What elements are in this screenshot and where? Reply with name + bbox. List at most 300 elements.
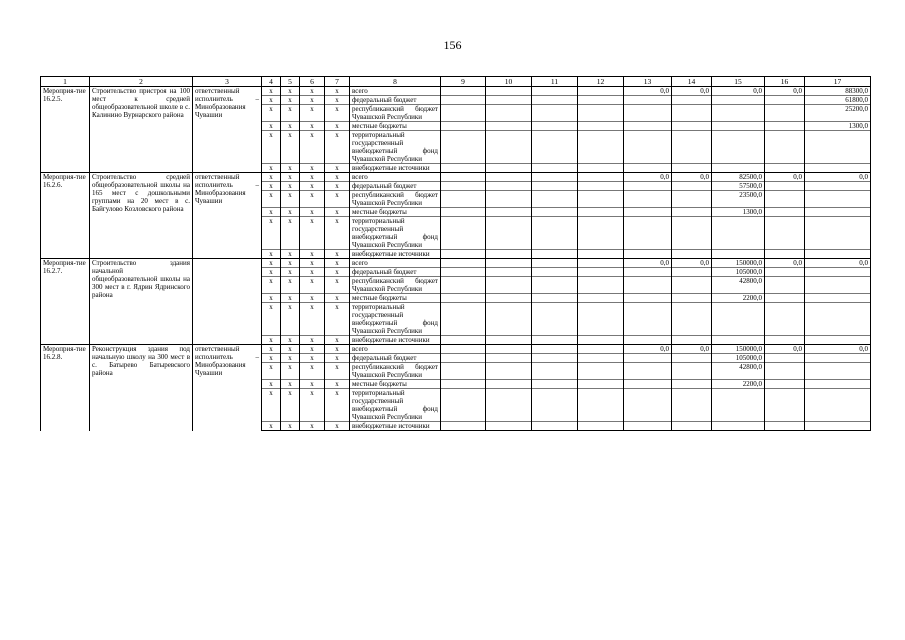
amount-c17: 1300,0 — [805, 122, 871, 131]
measure-number: Мероприя-тие 16.2.7. — [41, 259, 90, 345]
code-cell: x — [281, 105, 300, 122]
code-cell: x — [325, 131, 350, 164]
amount-c15 — [712, 389, 765, 422]
funding-source: территориальный государственный внебюджетный фонд Чувашской Республики — [350, 131, 441, 164]
header-cell: 3 — [193, 77, 262, 87]
code-cell: x — [300, 380, 325, 389]
empty-cell — [441, 259, 486, 268]
amount-c17 — [805, 250, 871, 259]
empty-cell — [486, 122, 532, 131]
page-number: 156 — [443, 38, 462, 52]
empty-cell — [578, 217, 624, 250]
amount-c14 — [672, 268, 712, 277]
empty-cell — [578, 131, 624, 164]
empty-cell — [441, 268, 486, 277]
amount-c15 — [712, 217, 765, 250]
header-cell: 7 — [325, 77, 350, 87]
empty-cell — [532, 208, 578, 217]
code-cell: x — [262, 131, 281, 164]
code-cell: x — [300, 422, 325, 431]
code-cell: x — [300, 250, 325, 259]
amount-c13 — [624, 422, 672, 431]
amount-c16 — [765, 268, 805, 277]
code-cell: x — [281, 422, 300, 431]
empty-cell — [441, 182, 486, 191]
amount-c15 — [712, 105, 765, 122]
empty-cell — [578, 277, 624, 294]
empty-cell — [578, 336, 624, 345]
code-cell: x — [300, 182, 325, 191]
code-cell: x — [262, 191, 281, 208]
code-cell: x — [325, 303, 350, 336]
code-cell: x — [300, 363, 325, 380]
code-cell: x — [281, 208, 300, 217]
amount-c16 — [765, 105, 805, 122]
header-cell: 12 — [578, 77, 624, 87]
empty-cell — [532, 182, 578, 191]
empty-cell — [486, 422, 532, 431]
code-cell: x — [262, 105, 281, 122]
code-cell: x — [262, 122, 281, 131]
empty-cell — [532, 294, 578, 303]
amount-c17 — [805, 354, 871, 363]
amount-c13 — [624, 131, 672, 164]
amount-c15 — [712, 422, 765, 431]
empty-cell — [441, 173, 486, 182]
code-cell: x — [325, 96, 350, 105]
code-cell: x — [281, 191, 300, 208]
funding-source: республиканский бюджет Чувашской Республики — [350, 277, 441, 294]
amount-c17 — [805, 217, 871, 250]
funding-source: внебюджетные источники — [350, 422, 441, 431]
amount-c14: 0,0 — [672, 345, 712, 354]
empty-cell — [532, 268, 578, 277]
code-cell: x — [325, 191, 350, 208]
amount-c14 — [672, 422, 712, 431]
empty-cell — [441, 380, 486, 389]
header-cell: 16 — [765, 77, 805, 87]
amount-c16 — [765, 389, 805, 422]
measure-number: Мероприя-тие 16.2.5. — [41, 87, 90, 173]
budget-table — [40, 76, 871, 431]
funding-source: внебюджетные источники — [350, 164, 441, 173]
amount-c14 — [672, 217, 712, 250]
empty-cell — [532, 303, 578, 336]
code-cell: x — [300, 217, 325, 250]
empty-cell — [441, 345, 486, 354]
header-cell: 8 — [350, 77, 441, 87]
empty-cell — [486, 345, 532, 354]
empty-cell — [578, 87, 624, 96]
empty-cell — [578, 122, 624, 131]
funding-source: территориальный государственный внебюджетный фонд Чувашской Республики — [350, 217, 441, 250]
amount-c13: 0,0 — [624, 259, 672, 268]
empty-cell — [578, 96, 624, 105]
empty-cell — [441, 208, 486, 217]
measure-number: Мероприя-тие 16.2.6. — [41, 173, 90, 259]
empty-cell — [532, 389, 578, 422]
amount-c17 — [805, 303, 871, 336]
amount-c15 — [712, 250, 765, 259]
funding-source: территориальный государственный внебюджетный фонд Чувашской Республики — [350, 389, 441, 422]
empty-cell — [441, 164, 486, 173]
amount-c15: 2200,0 — [712, 294, 765, 303]
code-cell: x — [262, 294, 281, 303]
amount-c17: 0,0 — [805, 173, 871, 182]
funding-source: всего — [350, 87, 441, 96]
code-cell: x — [281, 363, 300, 380]
amount-c14 — [672, 105, 712, 122]
amount-c15 — [712, 303, 765, 336]
code-cell: x — [262, 87, 281, 96]
empty-cell — [578, 182, 624, 191]
amount-c16 — [765, 354, 805, 363]
funding-source: республиканский бюджет Чувашской Республики — [350, 191, 441, 208]
code-cell: x — [281, 131, 300, 164]
empty-cell — [486, 380, 532, 389]
empty-cell — [578, 354, 624, 363]
amount-c14 — [672, 164, 712, 173]
empty-cell — [532, 363, 578, 380]
code-cell: x — [281, 354, 300, 363]
amount-c13 — [624, 303, 672, 336]
amount-c14 — [672, 294, 712, 303]
amount-c15 — [712, 122, 765, 131]
empty-cell — [532, 87, 578, 96]
empty-cell — [532, 173, 578, 182]
code-cell: x — [300, 122, 325, 131]
amount-c15: 105000,0 — [712, 268, 765, 277]
funding-source: территориальный государственный внебюджетный фонд Чувашской Республики — [350, 303, 441, 336]
amount-c17: 0,0 — [805, 259, 871, 268]
amount-c14 — [672, 303, 712, 336]
measure-name: Строительство здания начальной общеобразовательной школы на 300 мест в г. Ядрин Ядринского района — [90, 259, 193, 345]
code-cell: x — [262, 422, 281, 431]
amount-c17 — [805, 131, 871, 164]
empty-cell — [486, 96, 532, 105]
amount-c16 — [765, 422, 805, 431]
code-cell: x — [300, 303, 325, 336]
measure-executor — [193, 259, 262, 345]
empty-cell — [441, 294, 486, 303]
amount-c14 — [672, 96, 712, 105]
amount-c16: 0,0 — [765, 259, 805, 268]
table-row — [41, 259, 871, 268]
code-cell: x — [281, 182, 300, 191]
header-cell: 4 — [262, 77, 281, 87]
funding-source: внебюджетные источники — [350, 250, 441, 259]
code-cell: x — [325, 105, 350, 122]
empty-cell — [578, 294, 624, 303]
amount-c17 — [805, 422, 871, 431]
code-cell: x — [262, 303, 281, 336]
code-cell: x — [300, 336, 325, 345]
amount-c14 — [672, 131, 712, 164]
code-cell: x — [262, 389, 281, 422]
funding-source: местные бюджеты — [350, 122, 441, 131]
amount-c17 — [805, 277, 871, 294]
funding-source: федеральный бюджет — [350, 354, 441, 363]
empty-cell — [532, 250, 578, 259]
measure-executor: ответственный исполнитель – Минобразования Чувашии — [193, 345, 262, 431]
code-cell: x — [325, 87, 350, 96]
amount-c15: 0,0 — [712, 87, 765, 96]
empty-cell — [578, 259, 624, 268]
empty-cell — [578, 208, 624, 217]
empty-cell — [486, 250, 532, 259]
funding-source: внебюджетные источники — [350, 336, 441, 345]
empty-cell — [532, 105, 578, 122]
code-cell: x — [262, 173, 281, 182]
empty-cell — [486, 294, 532, 303]
amount-c13 — [624, 363, 672, 380]
measure-name: Строительство средней общеобразовательной школы на 165 мест с дошкольными группами на 20 мест в с. Байгулово Козловского района — [90, 173, 193, 259]
amount-c13 — [624, 294, 672, 303]
code-cell: x — [262, 250, 281, 259]
empty-cell — [532, 131, 578, 164]
amount-c17 — [805, 191, 871, 208]
amount-c14 — [672, 277, 712, 294]
amount-c13 — [624, 182, 672, 191]
code-cell: x — [325, 294, 350, 303]
empty-cell — [578, 345, 624, 354]
code-cell: x — [300, 105, 325, 122]
empty-cell — [532, 259, 578, 268]
code-cell: x — [325, 336, 350, 345]
code-cell: x — [300, 277, 325, 294]
header-cell: 13 — [624, 77, 672, 87]
empty-cell — [441, 122, 486, 131]
empty-cell — [486, 303, 532, 336]
code-cell: x — [281, 389, 300, 422]
amount-c13 — [624, 96, 672, 105]
amount-c15: 1300,0 — [712, 208, 765, 217]
empty-cell — [486, 277, 532, 294]
amount-c17: 25200,0 — [805, 105, 871, 122]
code-cell: x — [281, 96, 300, 105]
empty-cell — [578, 303, 624, 336]
code-cell: x — [281, 87, 300, 96]
code-cell: x — [281, 164, 300, 173]
amount-c15: 150000,0 — [712, 259, 765, 268]
amount-c14 — [672, 208, 712, 217]
amount-c15: 23500,0 — [712, 191, 765, 208]
amount-c15: 42800,0 — [712, 277, 765, 294]
empty-cell — [532, 277, 578, 294]
empty-cell — [441, 422, 486, 431]
code-cell: x — [281, 294, 300, 303]
empty-cell — [532, 336, 578, 345]
measure-name: Строительство пристроя на 100 мест к средней общеобразовательной школе в с. Калинино Вурнарского района — [90, 87, 193, 173]
amount-c13: 0,0 — [624, 173, 672, 182]
code-cell: x — [281, 303, 300, 336]
empty-cell — [578, 250, 624, 259]
amount-c16 — [765, 182, 805, 191]
header-cell: 9 — [441, 77, 486, 87]
table-row — [41, 87, 871, 96]
code-cell: x — [325, 345, 350, 354]
code-cell: x — [262, 345, 281, 354]
measure-executor: ответственный исполнитель – Минобразования Чувашии — [193, 173, 262, 259]
amount-c13 — [624, 389, 672, 422]
funding-source: местные бюджеты — [350, 208, 441, 217]
amount-c16 — [765, 294, 805, 303]
amount-c15: 42800,0 — [712, 363, 765, 380]
code-cell: x — [325, 217, 350, 250]
amount-c15 — [712, 336, 765, 345]
code-cell: x — [300, 259, 325, 268]
code-cell: x — [300, 191, 325, 208]
empty-cell — [441, 191, 486, 208]
empty-cell — [441, 389, 486, 422]
code-cell: x — [262, 259, 281, 268]
measure-name: Реконструкция здания под начальную школу на 300 мест в с. Батырево Батыревского района — [90, 345, 193, 431]
code-cell: x — [300, 96, 325, 105]
code-cell: x — [300, 87, 325, 96]
amount-c16: 0,0 — [765, 173, 805, 182]
empty-cell — [486, 208, 532, 217]
amount-c17: 0,0 — [805, 345, 871, 354]
amount-c13 — [624, 380, 672, 389]
amount-c15: 105000,0 — [712, 354, 765, 363]
empty-cell — [441, 250, 486, 259]
empty-cell — [532, 422, 578, 431]
funding-source: федеральный бюджет — [350, 96, 441, 105]
header-cell: 10 — [486, 77, 532, 87]
header-cell: 6 — [300, 77, 325, 87]
amount-c17 — [805, 380, 871, 389]
code-cell: x — [262, 380, 281, 389]
empty-cell — [486, 217, 532, 250]
code-cell: x — [325, 354, 350, 363]
code-cell: x — [281, 345, 300, 354]
empty-cell — [532, 191, 578, 208]
amount-c14 — [672, 122, 712, 131]
amount-c13 — [624, 336, 672, 345]
empty-cell — [532, 345, 578, 354]
amount-c13 — [624, 122, 672, 131]
code-cell: x — [325, 122, 350, 131]
measure-number: Мероприя-тие 16.2.8. — [41, 345, 90, 431]
header-cell: 11 — [532, 77, 578, 87]
amount-c17 — [805, 336, 871, 345]
empty-cell — [486, 268, 532, 277]
code-cell: x — [281, 380, 300, 389]
code-cell: x — [325, 380, 350, 389]
header-cell: 14 — [672, 77, 712, 87]
amount-c13 — [624, 268, 672, 277]
code-cell: x — [300, 345, 325, 354]
amount-c17 — [805, 208, 871, 217]
code-cell: x — [325, 259, 350, 268]
amount-c13 — [624, 208, 672, 217]
amount-c14: 0,0 — [672, 259, 712, 268]
code-cell: x — [281, 259, 300, 268]
amount-c16 — [765, 208, 805, 217]
amount-c17 — [805, 182, 871, 191]
empty-cell — [578, 105, 624, 122]
amount-c16 — [765, 250, 805, 259]
empty-cell — [532, 122, 578, 131]
funding-source: всего — [350, 259, 441, 268]
funding-source: местные бюджеты — [350, 294, 441, 303]
code-cell: x — [300, 164, 325, 173]
empty-cell — [441, 277, 486, 294]
code-cell: x — [281, 173, 300, 182]
amount-c17 — [805, 268, 871, 277]
amount-c14 — [672, 363, 712, 380]
amount-c15 — [712, 164, 765, 173]
code-cell: x — [325, 182, 350, 191]
amount-c16: 0,0 — [765, 345, 805, 354]
empty-cell — [578, 389, 624, 422]
amount-c15 — [712, 96, 765, 105]
code-cell: x — [281, 268, 300, 277]
code-cell: x — [281, 336, 300, 345]
code-cell: x — [262, 217, 281, 250]
empty-cell — [578, 422, 624, 431]
empty-cell — [486, 336, 532, 345]
code-cell: x — [281, 250, 300, 259]
funding-source: республиканский бюджет Чувашской Республики — [350, 363, 441, 380]
code-cell: x — [262, 182, 281, 191]
table-row — [41, 173, 871, 182]
empty-cell — [578, 164, 624, 173]
amount-c13: 0,0 — [624, 87, 672, 96]
amount-c14: 0,0 — [672, 87, 712, 96]
amount-c14 — [672, 182, 712, 191]
amount-c16 — [765, 363, 805, 380]
code-cell: x — [262, 277, 281, 294]
amount-c16 — [765, 380, 805, 389]
code-cell: x — [262, 96, 281, 105]
table-row — [41, 345, 871, 354]
code-cell: x — [300, 354, 325, 363]
amount-c13 — [624, 191, 672, 208]
amount-c16 — [765, 277, 805, 294]
empty-cell — [486, 354, 532, 363]
header-cell: 2 — [90, 77, 193, 87]
code-cell: x — [262, 208, 281, 217]
amount-c13 — [624, 354, 672, 363]
amount-c17 — [805, 164, 871, 173]
amount-c13 — [624, 217, 672, 250]
funding-source: всего — [350, 345, 441, 354]
code-cell: x — [262, 354, 281, 363]
amount-c15: 57500,0 — [712, 182, 765, 191]
measure-executor: ответственный исполнитель – Минобразования Чувашии — [193, 87, 262, 173]
header-cell: 17 — [805, 77, 871, 87]
amount-c13 — [624, 105, 672, 122]
empty-cell — [578, 173, 624, 182]
empty-cell — [486, 182, 532, 191]
code-cell: x — [262, 164, 281, 173]
code-cell: x — [262, 268, 281, 277]
empty-cell — [441, 131, 486, 164]
empty-cell — [486, 105, 532, 122]
empty-cell — [441, 363, 486, 380]
code-cell: x — [325, 208, 350, 217]
code-cell: x — [325, 389, 350, 422]
empty-cell — [486, 164, 532, 173]
amount-c16 — [765, 164, 805, 173]
code-cell: x — [300, 173, 325, 182]
empty-cell — [486, 173, 532, 182]
amount-c14 — [672, 336, 712, 345]
code-cell: x — [325, 173, 350, 182]
code-cell: x — [325, 422, 350, 431]
code-cell: x — [325, 164, 350, 173]
